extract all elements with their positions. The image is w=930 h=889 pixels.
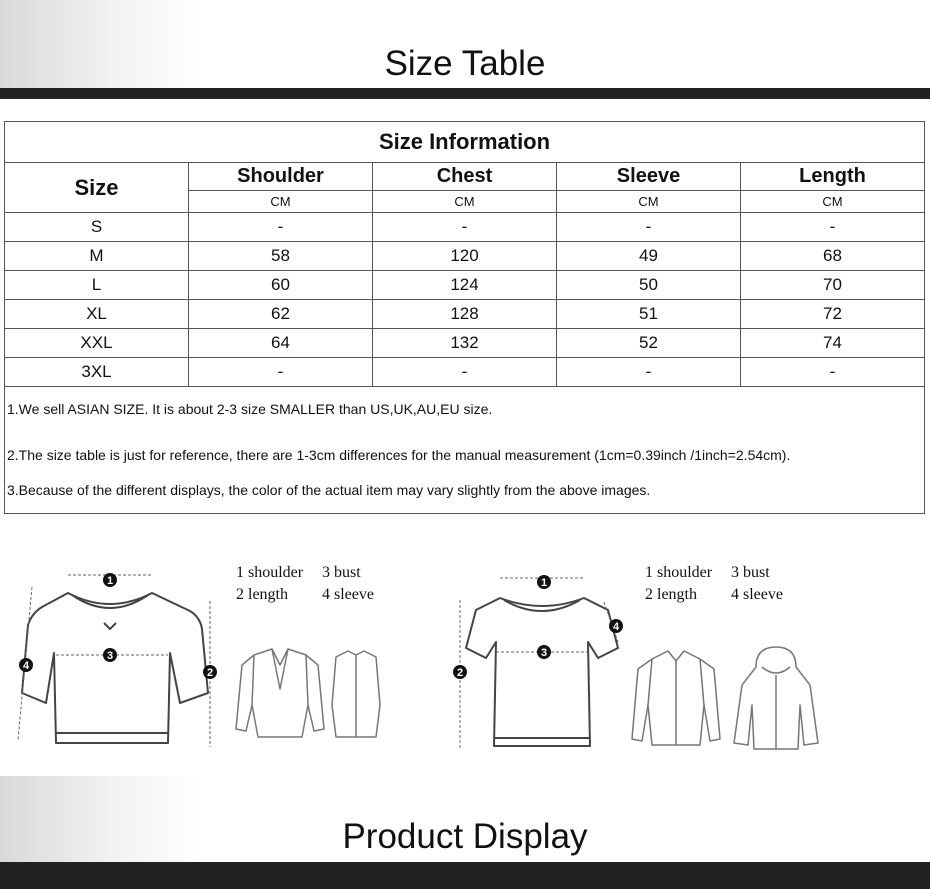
note-asian-size: 1.We sell ASIAN SIZE. It is about 2-3 size SMALLER than US,UK,AU,EU size. [7,401,493,417]
badge-label: 3 [106,650,114,662]
badge-sleeve [609,619,623,633]
blazer-left-sleeve [236,655,254,731]
legend-bust: 3 bust [731,564,770,581]
length-column-header: Length [741,163,925,191]
chest-cell: 120 [373,242,557,271]
sleeve-cell: 52 [557,329,741,358]
sleeve-cell: 50 [557,271,741,300]
badge-label: 4 [612,621,620,633]
badge-label: 1 [106,575,114,587]
chest-unit: CM [373,191,557,213]
sweater-measurement-diagram [10,565,225,760]
sleeve-cell: 51 [557,300,741,329]
tshirt-outline [466,598,618,746]
size-cell: 3XL [5,358,189,387]
shirt-illustrations-right [628,645,828,753]
shoulder-cell: 64 [189,329,373,358]
table-row [5,242,925,271]
table-row [5,271,925,300]
sleeve-unit: CM [557,191,741,213]
badge-label: 4 [22,660,30,672]
blazer-icon [252,649,308,737]
length-unit: CM [741,191,925,213]
legend-right [645,564,783,604]
chest-cell: - [373,358,557,387]
legend-bust: 3 bust [322,564,361,581]
table-row [5,329,925,358]
shoulder-cell: - [189,213,373,242]
legend-length: 2 length [645,586,697,603]
length-cell: 72 [741,300,925,329]
length-cell: 68 [741,242,925,271]
shoulder-cell: 60 [189,271,373,300]
shoulder-unit: CM [189,191,373,213]
legend-shoulder: 1 shoulder [236,564,304,581]
table-caption: Size Information [5,122,925,163]
size-cell: XXL [5,329,189,358]
sleeve-cell: - [557,358,741,387]
badge-label: 1 [540,577,548,589]
size-column-header: Size [5,163,189,213]
badge-shoulder [103,573,117,587]
size-cell: S [5,213,189,242]
shoulder-cell: - [189,358,373,387]
chest-column-header: Chest [373,163,557,191]
badge-label: 2 [456,667,464,679]
sweater-collar [72,595,148,608]
product-display-divider [0,862,930,889]
badge-length [453,665,467,679]
size-information-table [4,121,925,514]
badge-length [203,665,217,679]
badge-label: 3 [540,647,548,659]
legend-sleeve: 4 sleeve [322,586,374,603]
chest-cell: 132 [373,329,557,358]
size-table-title: Size Table [384,44,546,83]
table-row [5,213,925,242]
badge-shoulder [537,575,551,589]
length-cell: - [741,213,925,242]
note-display-color: 3.Because of the different displays, the color of the actual item may vary slightly from the above images. [7,482,651,498]
legend-left [236,564,374,604]
shoulder-cell: 58 [189,242,373,271]
length-cell: 74 [741,329,925,358]
size-notes [5,387,925,514]
legend-shoulder: 1 shoulder [645,564,713,581]
legend-sleeve: 4 sleeve [731,586,783,603]
length-cell: - [741,358,925,387]
chest-cell: 128 [373,300,557,329]
blazer-right-sleeve [306,655,324,731]
note-measurement: 2.The size table is just for reference, there are 1-3cm differences for the manual measurement (1cm=0.39inch /1inch=2.54cm). [7,447,791,463]
size-cell: M [5,242,189,271]
shoulder-cell: 62 [189,300,373,329]
size-table-divider [0,88,930,99]
length-cell: 70 [741,271,925,300]
badge-bust [103,648,117,662]
hoodie-hood-opening [762,667,790,673]
sweater-collar-seam [104,623,116,629]
chest-cell: 124 [373,271,557,300]
size-cell: XL [5,300,189,329]
shoulder-column-header: Shoulder [189,163,373,191]
badge-bust [537,645,551,659]
table-row [5,300,925,329]
sleeve-cell: 49 [557,242,741,271]
tshirt-measurement-diagram [448,570,633,755]
sleeve-column-header: Sleeve [557,163,741,191]
size-cell: L [5,271,189,300]
jacket-illustrations-left [232,645,387,745]
chest-cell: - [373,213,557,242]
sweater-outline [22,593,208,743]
legend-length: 2 length [236,586,288,603]
badge-label: 2 [206,667,214,679]
product-display-title: Product Display [342,817,588,856]
badge-sleeve [19,658,33,672]
table-row [5,358,925,387]
sleeve-cell: - [557,213,741,242]
